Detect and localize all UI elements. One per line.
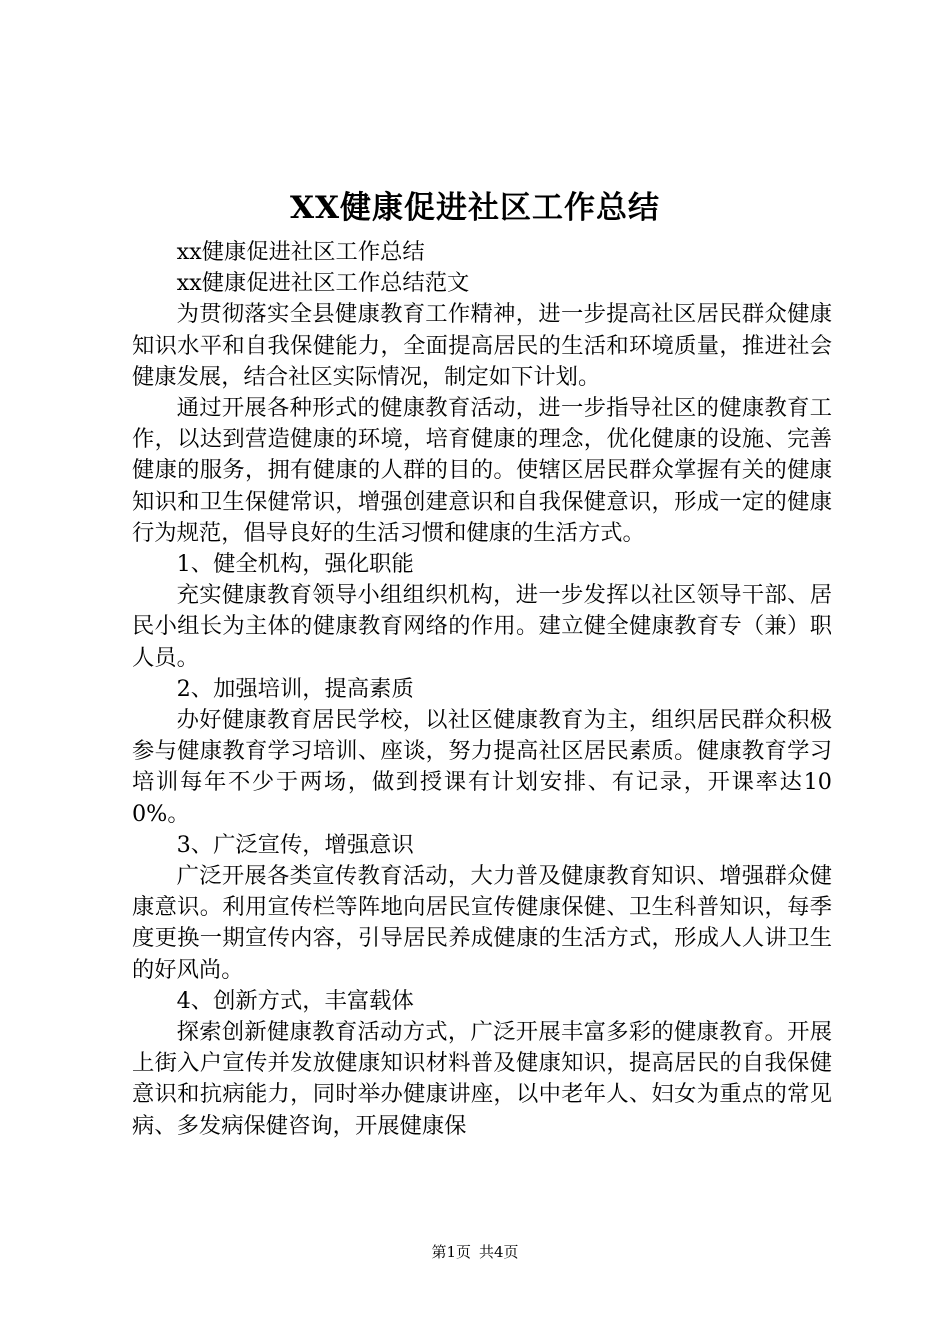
section-heading-1: 1、健全机构，强化职能 (176, 551, 414, 578)
paragraph-section-1: 充实健康教育领导小组组织机构，进一步发挥以社区领导干部、居民小组长为主体的健康教育网络的作用。建立健全健康教育专（兼）职人员。 (132, 582, 832, 671)
paragraph-intro: 为贯彻落实全县健康教育工作精神，进一步提高社区居民群众健康知识水平和自我保健能力，全面提高居民的生活和环境质量，推进社会健康发展，结合社区实际情况，制定如下计划。 (132, 301, 832, 390)
paragraph-section-3: 广泛开展各类宣传教育活动，大力普及健康教育知识、增强群众健康意识。利用宣传栏等阵地向居民宣传健康保健、卫生科普知识，每季度更换一期宣传内容，引导居民养成健康的生活方式，形成人人讲卫生的好风尚。 (132, 863, 832, 983)
paragraph-section-4: 探索创新健康教育活动方式，广泛开展丰富多彩的健康教育。开展上街入户宣传并发放健康知识材料普及健康知识，提高居民的自我保健意识和抗病能力，同时举办健康讲座，以中老年人、妇女为重点的常见病、多发病保健咨询，开展健康保 (132, 1019, 832, 1139)
document-title: XX健康促进社区工作总结 (289, 190, 661, 226)
section-heading-4: 4、创新方式，丰富载体 (176, 987, 414, 1014)
page-number: 第1页 (431, 1243, 471, 1261)
page-footer (0, 1241, 950, 1263)
section-heading-2: 2、加强培训，提高素质 (176, 675, 414, 702)
paragraph-subtitle-fanwen: xx健康促进社区工作总结范文 (176, 270, 470, 297)
page-total: 共4页 (479, 1243, 519, 1261)
paragraph-subtitle: xx健康促进社区工作总结 (176, 239, 425, 265)
paragraph-section-2: 办好健康教育居民学校，以社区健康教育为主，组织居民群众积极参与健康教育学习培训、座谈，努力提高社区居民素质。健康教育学习培训每年不少于两场，做到授课有计划安排、有记录，开课率达100%。 (132, 707, 832, 827)
paragraph-goals: 通过开展各种形式的健康教育活动，进一步指导社区的健康教育工作，以达到营造健康的环境，培育健康的理念，优化健康的设施、完善健康的服务，拥有健康的人群的目的。使辖区居民群众掌握有关的健康知识和卫生保健常识，增强创建意识和自我保健意识，形成一定的健康行为规范，倡导良好的生活习惯和健康的生活方式。 (132, 395, 832, 546)
section-heading-3: 3、广泛宣传，增强意识 (176, 831, 414, 858)
document-body (132, 237, 832, 1142)
